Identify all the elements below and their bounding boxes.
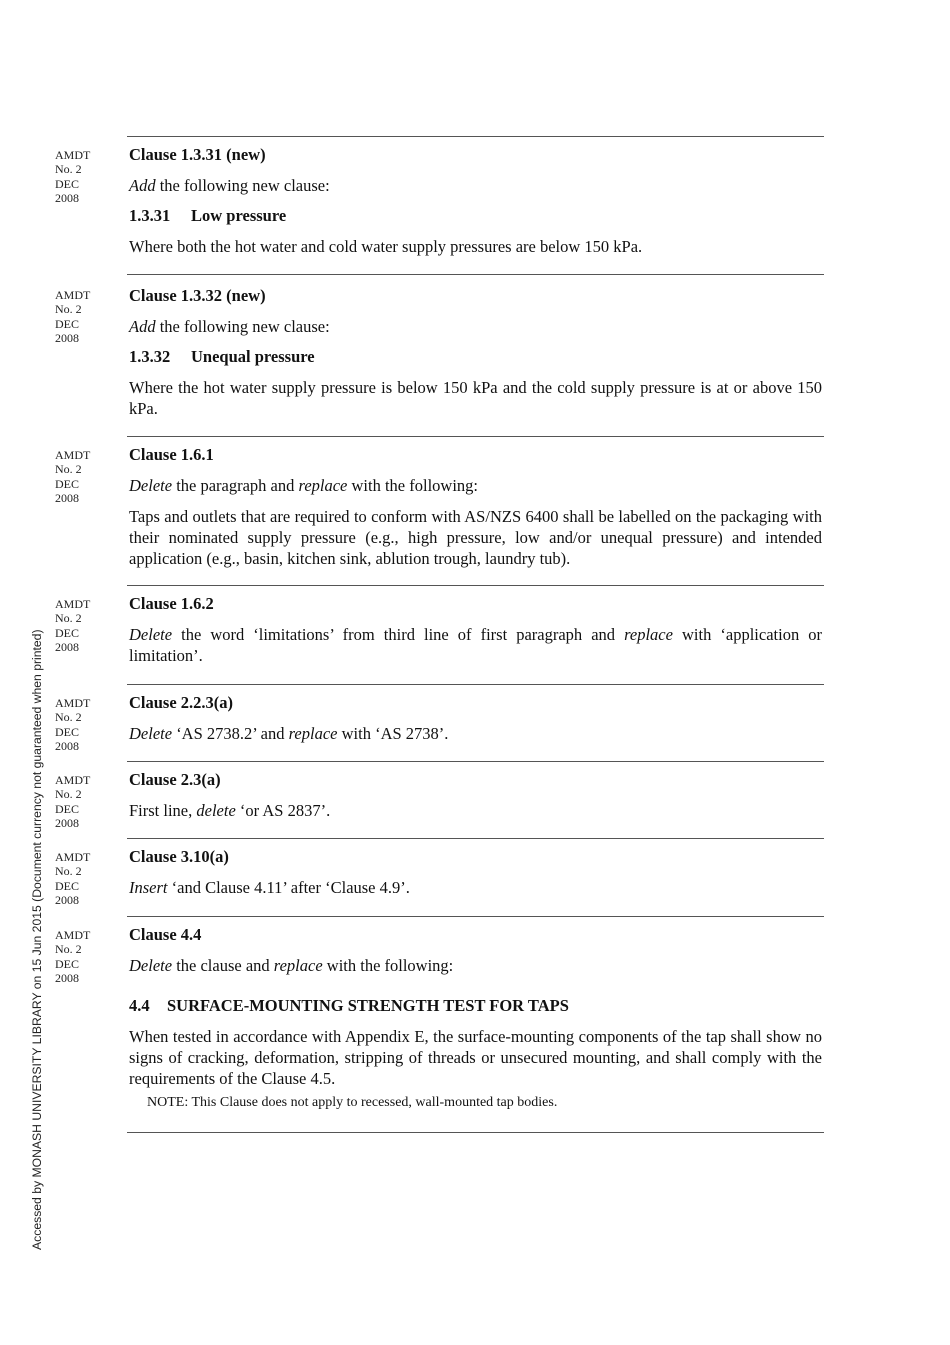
section-divider [127,684,824,685]
clause-note: NOTE: This Clause does not apply to recessed, wall-mounted tap bodies. [147,1095,558,1110]
amendment-marker: AMDT No. 2 DEC 2008 [55,696,91,753]
clause-heading: Clause 1.3.32 (new) [129,286,266,305]
clause-section [129,925,822,1112]
clause-heading: Clause 1.6.1 [129,445,214,464]
section-divider [127,436,824,437]
clause-section [129,145,822,267]
instruction: Add the following new clause: [129,176,330,195]
amendment-marker: AMDT No. 2 DEC 2008 [55,148,91,205]
instruction: Add the following new clause: [129,317,330,336]
clause-text: Taps and outlets that are required to conform with AS/NZS 6400 shall be labelled on the packaging with their nominated supply pressure (e.g., high pressure, low and/or unequal pressure) and intended application (e.g., basin, kitchen sink, ablution trough, laundry tub). [129,507,822,568]
clause-heading: Clause 4.4 [129,925,202,944]
clause-text: Where the hot water supply pressure is below 150 kPa and the cold supply pressure is at or above 150 kPa. [129,378,822,418]
instruction: Delete the paragraph and replace with the following: [129,476,479,495]
instruction: Delete ‘AS 2738.2’ and replace with ‘AS 2738’. [129,724,449,743]
amendment-marker: AMDT No. 2 DEC 2008 [55,850,91,907]
section-divider [127,585,824,586]
instruction: Insert ‘and Clause 4.11’ after ‘Clause 4.9’. [129,878,410,897]
amendment-marker: AMDT No. 2 DEC 2008 [55,597,91,654]
clause-heading: Clause 3.10(a) [129,847,229,866]
section-divider [127,1132,824,1133]
clause-text: Where both the hot water and cold water supply pressures are below 150 kPa. [129,237,643,256]
new-clause-title: 4.4 SURFACE-MOUNTING STRENGTH TEST FOR TAPS [129,996,569,1015]
clause-heading: Clause 1.6.2 [129,594,214,613]
instruction: Delete the clause and replace with the following: [129,956,454,975]
section-divider [127,761,824,762]
clause-heading: Clause 2.3(a) [129,770,221,789]
clause-heading: Clause 1.3.31 (new) [129,145,266,164]
amendment-marker: AMDT No. 2 DEC 2008 [55,773,91,830]
new-clause-title: 1.3.31 Low pressure [129,206,287,225]
section-divider [127,838,824,839]
amendment-marker: AMDT No. 2 DEC 2008 [55,288,91,345]
new-clause-title: 1.3.32 Unequal pressure [129,347,315,366]
instruction: Delete the word ‘limitations’ from third line of first paragraph and replace with ‘application or limitation’. [129,625,822,665]
clause-section [129,594,822,676]
clause-section [129,693,822,754]
amendment-marker: AMDT No. 2 DEC 2008 [55,448,91,505]
clause-section [129,770,822,831]
clause-section [129,286,822,429]
clause-text: When tested in accordance with Appendix E, the surface-mounting components of the tap shall show no signs of cracking, deformation, stripping of threads or unsecured mounting, and shall comply with the requirements of the Clause 4.5. [129,1027,822,1088]
clause-heading: Clause 2.2.3(a) [129,693,234,712]
amendment-marker: AMDT No. 2 DEC 2008 [55,928,91,985]
section-divider [127,916,824,917]
access-side-note: Accessed by MONASH UNIVERSITY LIBRARY on 15 Jun 2015 (Document currency not guaranteed when printed) [30,629,44,1250]
section-divider [127,136,824,137]
clause-section [129,847,822,908]
clause-section [129,445,822,579]
section-divider [127,274,824,275]
instruction: First line, delete ‘or AS 2837’. [129,801,331,820]
